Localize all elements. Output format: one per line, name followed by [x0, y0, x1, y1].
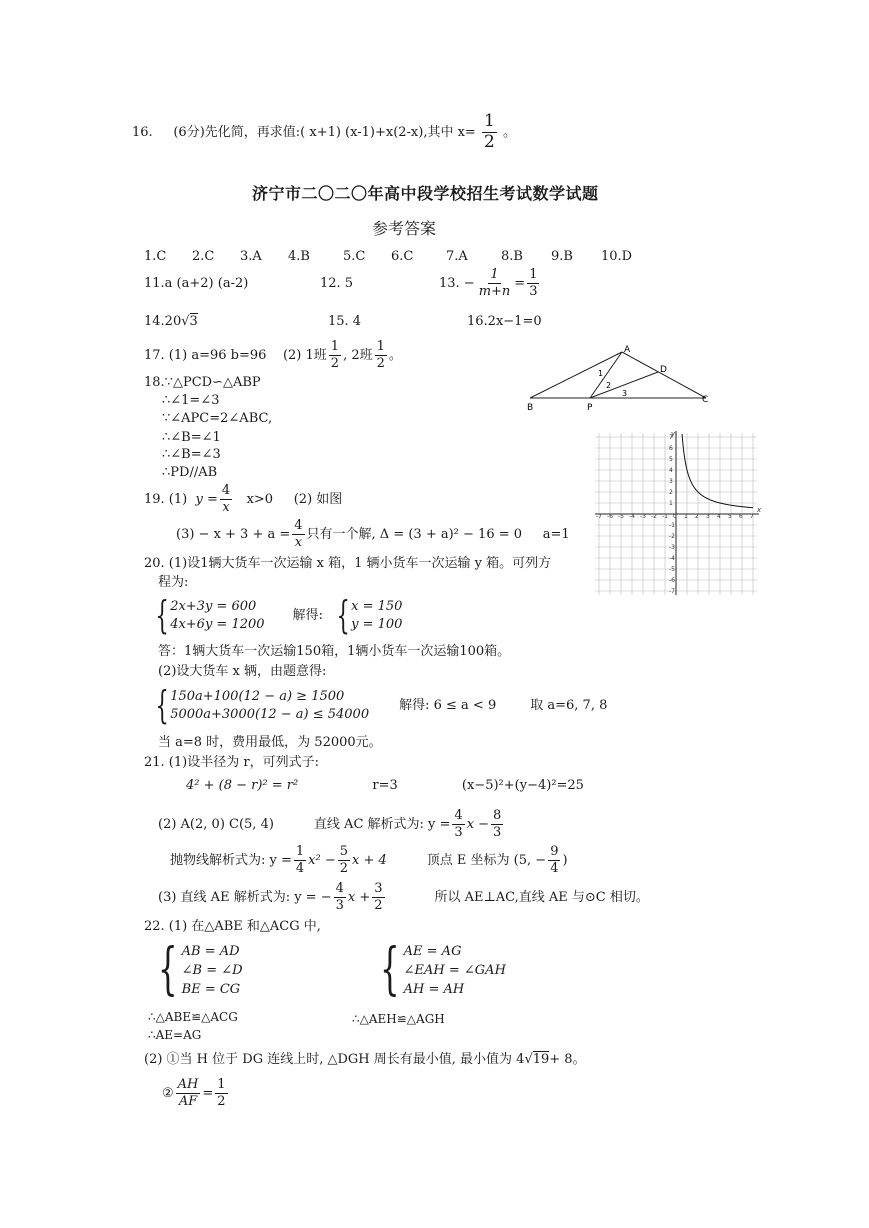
frac-num: 4	[335, 881, 344, 896]
x-axis-label: x	[757, 506, 762, 514]
q13-frac1-den: m+n	[478, 283, 511, 299]
y-tick-label: -1	[669, 522, 675, 529]
y-tick-label: -7	[669, 588, 675, 595]
q17	[144, 340, 402, 370]
q19-eq-frac-num: 4	[294, 518, 303, 533]
q21-ac-frac2	[491, 809, 503, 839]
mc-answer: 2.C	[192, 249, 215, 264]
frac-den: AF	[178, 1093, 198, 1109]
q17-frac1-den: 2	[330, 355, 340, 371]
q22-part3	[162, 1078, 230, 1108]
condition: AB = AD	[181, 943, 240, 959]
mc-answer: 1.C	[144, 249, 167, 264]
q21-line1: 21. (1)设半径为 r，可列式子:	[144, 755, 319, 770]
label-3: 3	[622, 389, 628, 398]
q21-vertex: 顶点 E 坐标为 (5, −	[426, 852, 547, 868]
brace: {	[336, 593, 350, 637]
q19-part1: 19. (1)	[144, 491, 188, 507]
q18-line: ∴∠B=∠1	[162, 430, 221, 445]
q17-part1: 17. (1) a=96 b=96	[144, 347, 267, 363]
mc-answer: 10.D	[601, 249, 633, 264]
y-tick-label: 2	[669, 489, 673, 496]
q21-circle: (x−5)²+(y−4)²=25	[461, 778, 584, 793]
solve-label: 解得:	[292, 607, 323, 623]
q17-end: 。	[388, 347, 402, 363]
q19-part2: (2) 如图	[293, 491, 343, 507]
condition: BE = CG	[181, 981, 241, 997]
congruence-conditions	[404, 945, 506, 996]
q21-p-end: x + 4	[352, 852, 387, 868]
frac-den: 2	[217, 1093, 226, 1109]
sqrt-sign: √	[524, 1052, 533, 1067]
q19-discriminant: 只有一个解, Δ = (3 + a)² − 16 = 0	[306, 526, 523, 542]
triangle-figure	[522, 342, 712, 416]
brace: {	[380, 937, 400, 1002]
q13-frac1-num: 1	[490, 267, 499, 282]
inequality: 150a+100(12 − a) ≥ 1500	[170, 688, 345, 704]
frac-den: 4	[295, 860, 305, 876]
x-tick-label: 1	[684, 513, 688, 520]
q22-conclusion: ∴AE=AG	[148, 1028, 202, 1042]
q21-points: (2) A(2, 0) C(5, 4)	[158, 816, 274, 832]
q21-vertex-end: )	[562, 852, 568, 868]
equation-system	[170, 600, 264, 631]
q19-result: a=1	[542, 526, 570, 542]
label-1: 1	[598, 369, 604, 378]
q22-eq: =	[202, 1085, 214, 1101]
q20-final: 当 a=8 时，费用最低，为 52000元。	[158, 735, 382, 750]
y-tick-label: -4	[669, 555, 675, 562]
q14-radicand: 3	[189, 314, 198, 329]
q22-frac-half	[215, 1078, 227, 1108]
q22-conclusion: ∴△AEH≌△AGH	[352, 1012, 445, 1026]
q16-label: 16.	[132, 124, 153, 140]
frac-num: AH	[177, 1077, 199, 1092]
q22-end: + 8。	[549, 1052, 586, 1067]
q17-part2: (2) 1班	[282, 347, 327, 363]
q21-part2	[158, 809, 505, 839]
x-tick-label: 7	[750, 513, 754, 520]
x-tick-label: -2	[651, 513, 657, 520]
mc-answer: 4.B	[288, 249, 310, 264]
x-tick-label: 6	[739, 513, 743, 520]
q13	[439, 268, 541, 298]
frac-num: 1	[217, 1077, 226, 1092]
q22-frac-ah-af	[176, 1078, 201, 1108]
q19-y: y =	[195, 491, 218, 507]
q17-part3: , 2班	[343, 347, 373, 363]
q16-answer: 16.2x−1=0	[467, 314, 542, 329]
x-tick-label: 4	[717, 513, 721, 520]
label-a: A	[624, 345, 631, 355]
q19-eq-frac-den: x	[294, 534, 303, 550]
x-tick-label: -7	[596, 513, 602, 520]
q11: 11.a (a+2) (a-2)	[144, 276, 249, 291]
q18-line: ∴∠1=∠3	[162, 393, 220, 408]
q19-eq: (3) − x + 3 + a =	[176, 526, 291, 542]
line-ac	[622, 352, 706, 398]
q21-parabola	[170, 845, 568, 875]
q17-frac1	[329, 340, 341, 370]
q16-frac-den: 2	[483, 131, 495, 152]
label-2: 2	[606, 381, 612, 390]
brace: {	[158, 937, 178, 1002]
condition: ∠EAH = ∠GAH	[403, 962, 506, 978]
y-tick-label: 3	[669, 478, 673, 485]
x-tick-label: -4	[629, 513, 635, 520]
curve-y-4-over-x	[682, 434, 753, 508]
function-graph	[592, 430, 764, 598]
equation: y = 100	[351, 616, 403, 632]
q17-frac2-den: 2	[376, 355, 385, 371]
sqrt-sign: √	[181, 314, 190, 329]
label-p: P	[587, 403, 593, 413]
y-tick-label: -2	[669, 533, 675, 540]
frac-num: 8	[493, 808, 502, 823]
condition: AH = AH	[403, 981, 465, 997]
q19-frac	[220, 484, 232, 514]
q19-line2	[176, 519, 570, 549]
y-tick-label: 6	[669, 445, 673, 452]
frac-den: 3	[335, 897, 344, 913]
q18-line: ∴∠B=∠3	[162, 447, 221, 462]
q22-circled-2: ②	[162, 1085, 174, 1101]
x-tick-label: -3	[640, 513, 646, 520]
y-tick-label: 7	[669, 434, 673, 441]
condition: AE = AG	[403, 943, 462, 959]
q21-p-frac2	[338, 845, 350, 875]
q21-ae-mid: x +	[347, 889, 371, 905]
condition: ∠B = ∠D	[181, 962, 243, 978]
q20-system	[150, 593, 403, 637]
q21-equation	[186, 779, 584, 792]
q20-part2: (2)设大货车 x 辆，由题意得:	[158, 664, 327, 679]
mc-answer: 6.C	[391, 249, 414, 264]
frac-den: 3	[493, 824, 502, 840]
mc-answer: 9.B	[551, 249, 573, 264]
x-tick-label: -5	[618, 513, 624, 520]
page-title: 济宁市二〇二〇年高中段学校招生考试数学试题	[252, 184, 599, 203]
q21-v-frac	[548, 845, 560, 875]
q18-line: ∴PD//AB	[162, 465, 218, 480]
q21-line-ac: 直线 AC 解析式为: y =	[313, 816, 451, 832]
label-c: C	[702, 395, 709, 405]
frac-den: 3	[454, 824, 463, 840]
y-tick-label: 5	[669, 456, 673, 463]
q21-p-frac1	[294, 845, 306, 875]
q14-prefix: 14.20	[144, 314, 182, 329]
frac-num: 4	[454, 808, 463, 823]
q13-prefix: 13. −	[439, 275, 475, 291]
q16-suffix: 。	[502, 124, 516, 140]
q12: 12. 5	[320, 276, 354, 291]
q21-radius: r=3	[372, 778, 398, 793]
q13-frac2-num: 1	[529, 267, 538, 282]
y-tick-label: 4	[669, 467, 673, 474]
equation: x = 150	[351, 598, 403, 614]
x-tick-label: -1	[662, 513, 668, 520]
q20-inequality	[150, 683, 608, 727]
inequality: 5000a+3000(12 − a) ≤ 54000	[170, 706, 370, 722]
q22-system2	[372, 937, 506, 1002]
x-tick-label: 2	[695, 513, 699, 520]
q22-system1	[150, 937, 243, 1002]
q19-line1	[144, 484, 342, 514]
q19-eq-frac	[292, 519, 304, 549]
x-tick-label: 3	[706, 513, 710, 520]
q21-part3	[158, 882, 649, 912]
mc-answer: 3.A	[240, 249, 262, 264]
q22-radicand: 19	[532, 1052, 550, 1067]
q21-ae-frac2	[372, 882, 384, 912]
line-pa	[590, 352, 622, 398]
solution-system	[351, 600, 402, 631]
q22-part2	[144, 1053, 586, 1066]
q20-answer: 答：1辆大货车一次运输150箱，1辆小货车一次运输100箱。	[158, 644, 511, 659]
q22-conclusion: ∴△ABE≌△ACG	[148, 1010, 238, 1024]
q21-p-mid: x² −	[308, 852, 336, 868]
q14	[144, 315, 198, 328]
q18-line: 18.∵△PCD∽△ABP	[144, 375, 261, 390]
equation: 2x+3y = 600	[170, 598, 257, 614]
q19-frac-den: x	[222, 499, 230, 515]
frac-num: 1	[295, 844, 305, 859]
q19-condition: x>0	[246, 491, 274, 507]
q13-frac1	[477, 268, 513, 298]
q17-frac2-num: 1	[376, 339, 385, 354]
q21-parabola-label: 抛物线解析式为: y =	[170, 852, 292, 868]
frac-den: 2	[374, 897, 383, 913]
frac-num: 3	[374, 881, 383, 896]
brace: {	[155, 683, 169, 727]
q21-ac-mid: x −	[466, 816, 490, 832]
q21-line-ae: (3) 直线 AE 解析式为: y = −	[158, 889, 332, 905]
brace: {	[155, 593, 169, 637]
y-tick-label: -3	[669, 544, 675, 551]
q22-min-text: (2) ①当 H 位于 DG 连线上时, △DGH 周长有最小值, 最小值为 4	[144, 1052, 525, 1067]
take-values: 取 a=6, 7, 8	[530, 697, 608, 713]
frac-den: 2	[339, 860, 349, 876]
y-axis-label: y	[671, 430, 676, 438]
frac-num: 9	[550, 844, 559, 859]
q16	[132, 113, 516, 152]
q15: 15. 4	[328, 314, 362, 329]
q16-text: (6分)先化简，再求值:( x+1) (x-1)+x(2-x),其中 x=	[173, 124, 476, 140]
x-tick-label: 5	[728, 513, 732, 520]
q21-pythag: 4² + (8 − r)² = r²	[186, 778, 299, 793]
mc-answer: 7.A	[446, 249, 468, 264]
mc-answers	[144, 250, 651, 263]
frac-num: 5	[339, 844, 349, 859]
q17-frac2	[375, 340, 387, 370]
q18-line: ∵∠APC=2∠ABC,	[162, 411, 273, 426]
equation: 4x+6y = 1200	[170, 616, 265, 632]
solve-range: 解得: 6 ≤ a < 9	[399, 697, 497, 713]
q13-frac2	[527, 268, 539, 298]
q22-line1: 22. (1) 在△ABE 和△ACG 中,	[144, 919, 321, 934]
q20-line1: 20. (1)设1辆大货车一次运输 x 箱，1 辆小货车一次运输 y 箱。可列方	[144, 556, 552, 571]
q21-ae-frac1	[334, 882, 346, 912]
q17-frac1-num: 1	[330, 339, 340, 354]
y-tick-label: -5	[669, 566, 675, 573]
q20-line2: 程为:	[158, 575, 189, 590]
y-tick-label: 1	[669, 500, 673, 507]
page-subtitle: 参考答案	[372, 219, 437, 238]
y-tick-label: -6	[669, 577, 675, 584]
q16-frac-num: 1	[483, 111, 495, 131]
mc-answer: 5.C	[343, 249, 366, 264]
q13-eq: =	[514, 275, 526, 291]
congruence-conditions	[182, 945, 243, 996]
inequality-system	[170, 690, 369, 721]
q21-tangent: 所以 AE⊥AC,直线 AE 与⊙C 相切。	[434, 889, 649, 905]
label-d: D	[660, 365, 667, 375]
x-tick-label: -6	[607, 513, 613, 520]
q13-frac2-den: 3	[529, 283, 538, 299]
x-tick-label: 0	[673, 513, 677, 520]
q16-fraction	[482, 113, 497, 152]
mc-answer: 8.B	[501, 249, 523, 264]
q21-ac-frac1	[452, 809, 464, 839]
label-b: B	[527, 403, 534, 413]
q19-frac-num: 4	[221, 483, 231, 498]
frac-den: 4	[550, 860, 559, 876]
